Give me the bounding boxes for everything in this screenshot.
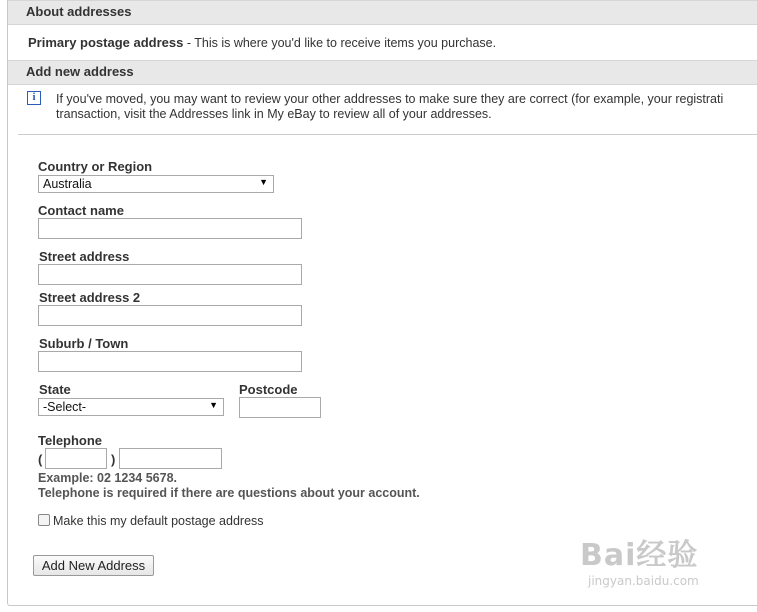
info-line-2: transaction, visit the Addresses link in My eBay to review all of your addresses. <box>56 107 492 121</box>
add-new-address-button[interactable]: Add New Address <box>33 555 154 576</box>
add-new-address-title: Add new address <box>26 64 134 79</box>
phone-number-input[interactable] <box>119 448 222 469</box>
country-selected-value: Australia <box>43 177 92 191</box>
suburb-town-label: Suburb / Town <box>39 336 129 351</box>
country-select[interactable] <box>38 175 274 193</box>
about-addresses-header <box>8 0 757 25</box>
street-address-2-input[interactable] <box>38 305 302 326</box>
close-paren: ) <box>111 452 116 467</box>
street-address-label: Street address <box>39 249 130 264</box>
info-icon: i <box>27 91 41 105</box>
chevron-down-icon: ▼ <box>209 400 218 410</box>
street-address-input[interactable] <box>38 264 302 285</box>
contact-name-input[interactable] <box>38 218 302 239</box>
state-select[interactable] <box>38 398 224 416</box>
add-new-address-header <box>8 60 757 85</box>
open-paren: ( <box>38 452 43 467</box>
default-address-checkbox[interactable] <box>38 514 50 526</box>
moved-info-message <box>56 92 723 122</box>
country-label: Country or Region <box>38 159 153 174</box>
chevron-down-icon: ▼ <box>259 177 268 187</box>
telephone-example: Example: 02 1234 5678. <box>38 471 177 485</box>
telephone-label: Telephone <box>38 433 103 448</box>
baidu-watermark-url: jingyan.baidu.com <box>588 574 699 588</box>
section-divider <box>18 134 757 135</box>
contact-name-label: Contact name <box>38 203 124 218</box>
state-selected-value: -Select- <box>43 400 87 414</box>
telephone-required-note: Telephone is required if there are questions about your account. <box>38 486 420 500</box>
baidu-watermark-logo: Bai经验 <box>580 538 699 573</box>
info-line-1: If you've moved, you may want to review your other addresses to make sure they are correct (for example, your registrati <box>56 92 724 106</box>
about-addresses-title: About addresses <box>26 4 132 19</box>
primary-address-label: Primary postage address <box>28 35 184 50</box>
postcode-label: Postcode <box>239 382 298 397</box>
state-label: State <box>39 382 71 397</box>
street-address-2-label: Street address 2 <box>39 290 141 305</box>
primary-address-description: - This is where you'd like to receive items you purchase. <box>183 36 497 50</box>
postcode-input[interactable] <box>239 397 321 418</box>
primary-address-row <box>28 35 496 50</box>
area-code-input[interactable] <box>45 448 107 469</box>
suburb-town-input[interactable] <box>38 351 302 372</box>
default-address-checkbox-label[interactable]: Make this my default postage address <box>53 514 264 528</box>
